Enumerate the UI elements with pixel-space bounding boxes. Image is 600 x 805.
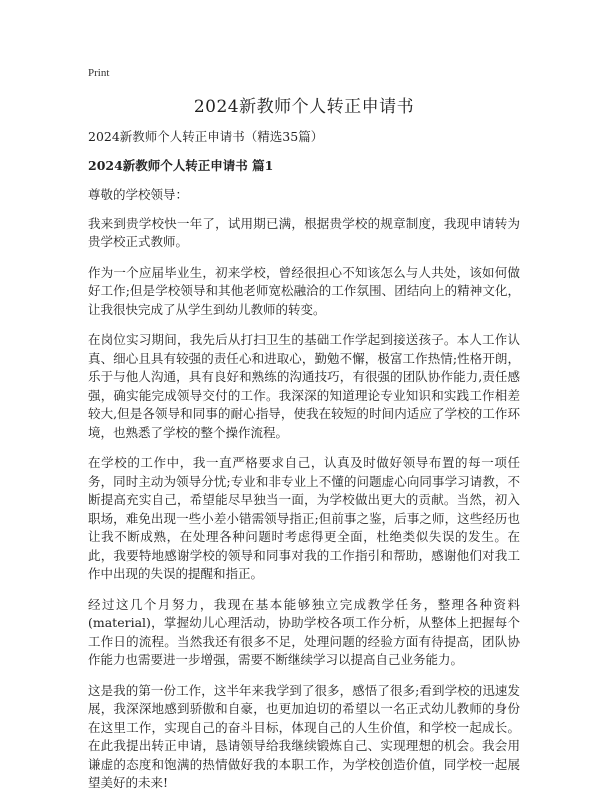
document-page xyxy=(88,66,520,805)
greeting-line: 尊敬的学校领导： xyxy=(88,187,189,202)
print-link[interactable]: Print xyxy=(88,67,110,79)
body-paragraph: 这是我的第一份工作，这半年来我学到了很多，感悟了很多;看到学校的迅速发展，我深深地感到骄傲和自豪，也更加迫切的希望以一名正式幼儿教师的身份在这里工作，实现自己的奋斗目标，体现自己的人生价值，和学校一起成长。在此我提出转正申请，恳请领导给我继续锻炼自己、实现理想的机会。我会用谦虚的态度和饱满的热情做好我的本职工作，为学校创造价值，同学校一起展望美好的未来! xyxy=(88,682,520,790)
section-heading: 2024新教师个人转正申请书 篇1 xyxy=(88,158,274,173)
body-paragraph: 作为一个应届毕业生，初来学校，曾经很担心不知该怎么与人共处，该如何做好工作;但是学校领导和其他老师宽松融洽的工作氛围、团结向上的精神文化，让我很快完成了从学生到幼儿教师的转变。 xyxy=(88,264,520,317)
body-paragraph: 我来到贵学校快一年了，试用期已满，根据贵学校的规章制度，我现申请转为贵学校正式教师。 xyxy=(88,215,520,249)
document-subtitle: 2024新教师个人转正申请书（精选35篇） xyxy=(88,129,324,144)
body-paragraph: 在岗位实习期间，我先后从打扫卫生的基础工作学起到接送孩子。本人工作认真、细心且具有较强的责任心和进取心，勤勉不懈，极富工作热情;性格开朗，乐于与他人沟通，具有良好和熟练的沟通技巧，有很强的团队协作能力,责任感强，确实能完成领导交付的工作。我深深的知道理论专业知识和实践工作相差较大,但是各领导和同事的耐心指导，使我在较短的时间内适应了学校的工作环境，也熟悉了学校的整个操作流程。 xyxy=(88,332,520,440)
body-paragraph: 经过这几个月努力，我现在基本能够独立完成教学任务，整理各种资料(material)，掌握幼儿心理活动，协助学校各项工作分析，从整体上把握每个工作日的流程。当然我还有很多不足，处理问题的经验方面有待提高，团队协作能力也需要进一步增强，需要不断继续学习以提高自己业务能力。 xyxy=(88,596,520,667)
page-title: 2024新教师个人转正申请书 xyxy=(193,97,415,117)
body-paragraph: 在学校的工作中，我一直严格要求自己，认真及时做好领导布置的每一项任务，同时主动为领导分忧;专业和非专业上不懂的问题虚心向同事学习请教，不断提高充实自己，希望能尽早独当一面，为学校做出更大的贡献。当然，初入职场，难免出现一些小差小错需领导指正;但前事之鉴，后事之师，这些经历也让我不断成熟，在处理各种问题时考虑得更全面，杜绝类似失误的发生。在此，我要特地感谢学校的领导和同事对我的工作指引和帮助，感谢他们对我工作中出现的失误的提醒和指正。 xyxy=(88,455,520,581)
